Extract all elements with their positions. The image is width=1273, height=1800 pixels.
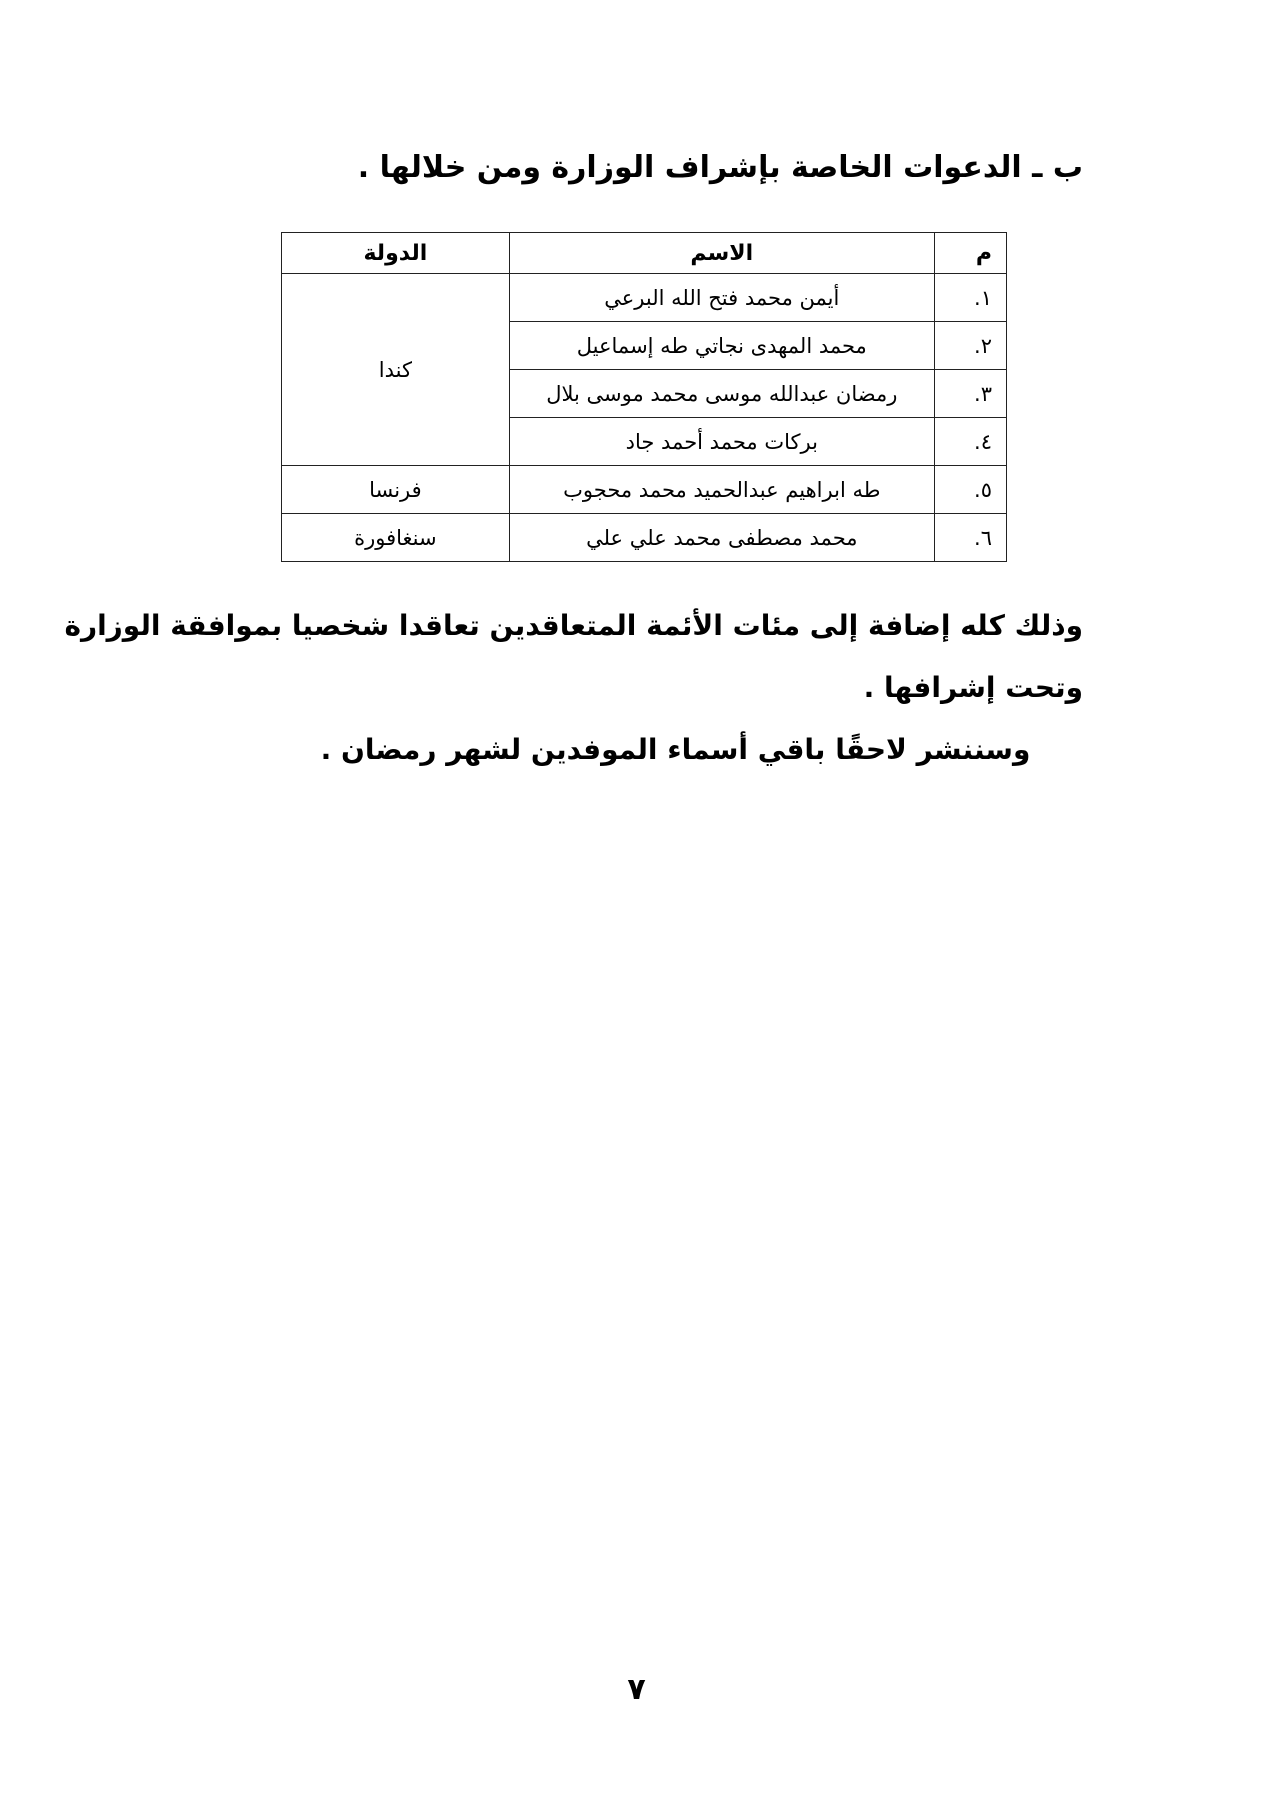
row-name: محمد المهدى نجاتي طه إسماعيل	[509, 322, 934, 370]
row-number: ٤.	[934, 418, 1006, 466]
header-number: م	[934, 233, 1006, 274]
row-name: أيمن محمد فتح الله البرعي	[509, 274, 934, 322]
header-country: الدولة	[282, 233, 510, 274]
row-name: رمضان عبدالله موسى محمد موسى بلال	[509, 370, 934, 418]
table-row	[282, 466, 1007, 514]
row-number: ٢.	[934, 322, 1006, 370]
table-row	[282, 274, 1007, 322]
row-number: ٦.	[934, 514, 1006, 562]
row-number: ٥.	[934, 466, 1006, 514]
invitations-table	[281, 232, 1007, 562]
paragraph-line-1: وذلك كله إضافة إلى مئات الأئمة المتعاقدين تعاقدا شخصيا بموافقة الوزارة	[64, 609, 1083, 642]
row-name: طه ابراهيم عبدالحميد محمد محجوب	[509, 466, 934, 514]
row-name: بركات محمد أحمد جاد	[509, 418, 934, 466]
header-name: الاسم	[509, 233, 934, 274]
table-header-row	[282, 233, 1007, 274]
paragraph-closing	[0, 730, 1273, 770]
row-name: محمد مصطفى محمد علي علي	[509, 514, 934, 562]
paragraph-line-2: وتحت إشرافها .	[863, 671, 1083, 704]
row-country-singapore: سنغافورة	[282, 514, 510, 562]
paragraph-closing-text: وسننشر لاحقًا باقي أسماء الموفدين لشهر رمضان .	[320, 733, 1031, 766]
row-country-france: فرنسا	[282, 466, 510, 514]
row-country-canada: كندا	[282, 274, 510, 466]
page-number: ٧	[627, 1672, 646, 1707]
row-number: ١.	[934, 274, 1006, 322]
table-row	[282, 514, 1007, 562]
row-number: ٣.	[934, 370, 1006, 418]
section-heading: ب ـ الدعوات الخاصة بإشراف الوزارة ومن خلالها .	[357, 150, 1083, 185]
